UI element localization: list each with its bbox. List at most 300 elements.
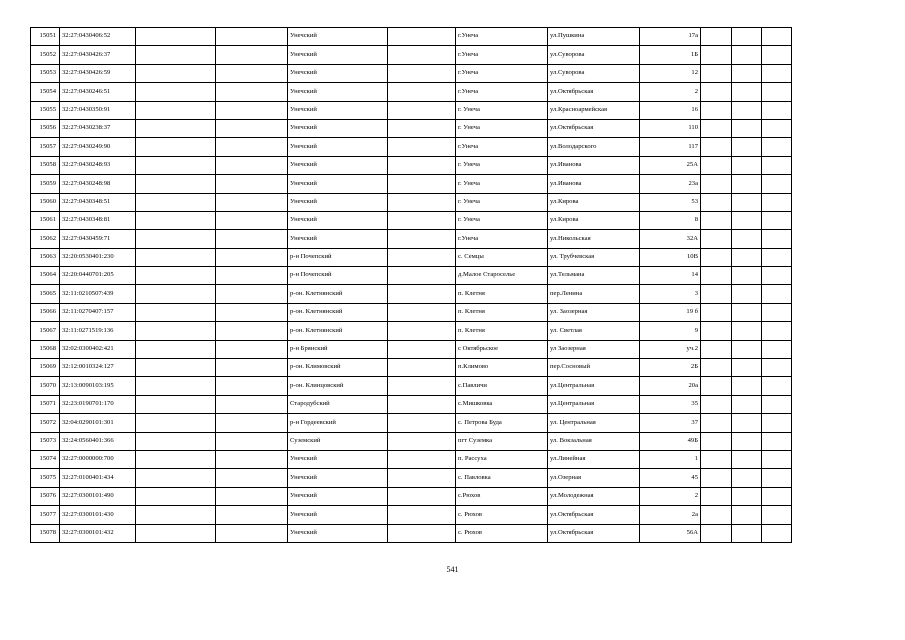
cell-blank-col-11 <box>732 450 762 468</box>
cell-district: Унечский <box>288 230 388 248</box>
cell-blank-col-11 <box>732 414 762 432</box>
cell-district: Унечский <box>288 175 388 193</box>
cell-house-number: 9 <box>640 322 701 340</box>
cell-house-number: 56А <box>640 524 701 542</box>
cell-blank-col-4 <box>216 175 288 193</box>
cell-blank-col-12 <box>762 64 792 82</box>
cell-row-number: 15063 <box>31 248 60 266</box>
cell-blank-col-6 <box>388 267 456 285</box>
cell-blank-col-12 <box>762 359 792 377</box>
cell-cadastral-number: 32:02:0300402:421 <box>60 340 136 358</box>
cell-blank-col-12 <box>762 267 792 285</box>
cell-blank-col-3 <box>136 28 216 46</box>
cell-house-number: 37 <box>640 414 701 432</box>
cell-row-number: 15057 <box>31 138 60 156</box>
table-row <box>31 101 792 119</box>
cell-house-number: 1Б <box>640 46 701 64</box>
cell-district: Унечский <box>288 487 388 505</box>
table-row <box>31 469 792 487</box>
table-row <box>31 524 792 542</box>
cell-blank-col-12 <box>762 138 792 156</box>
cell-cadastral-number: 32:20:0440701:205 <box>60 267 136 285</box>
cell-blank-col-10 <box>701 469 732 487</box>
table-row <box>31 175 792 193</box>
cell-cadastral-number: 32:11:0271519:136 <box>60 322 136 340</box>
cell-blank-col-4 <box>216 322 288 340</box>
cell-blank-col-3 <box>136 230 216 248</box>
cell-house-number: 25А <box>640 156 701 174</box>
table-row <box>31 156 792 174</box>
cell-blank-col-6 <box>388 377 456 395</box>
cell-settlement: с. Петрова Буда <box>456 414 548 432</box>
cell-row-number: 15056 <box>31 119 60 137</box>
cell-cadastral-number: 32:23:0190701:170 <box>60 395 136 413</box>
cell-settlement: п. Клетня <box>456 303 548 321</box>
cell-district: Унечский <box>288 64 388 82</box>
cell-cadastral-number: 32:27:0100401:434 <box>60 469 136 487</box>
cell-blank-col-11 <box>732 83 762 101</box>
cell-row-number: 15068 <box>31 340 60 358</box>
cell-street: пер.Ленина <box>548 285 640 303</box>
cell-blank-col-4 <box>216 193 288 211</box>
cell-house-number: уч.2 <box>640 340 701 358</box>
cell-district: р-он. Клетнянский <box>288 322 388 340</box>
cell-row-number: 15053 <box>31 64 60 82</box>
cell-blank-col-10 <box>701 322 732 340</box>
cell-street: ул.Октябрьская <box>548 506 640 524</box>
cell-blank-col-11 <box>732 487 762 505</box>
cell-blank-col-12 <box>762 469 792 487</box>
cell-district: Унечский <box>288 46 388 64</box>
cell-blank-col-12 <box>762 101 792 119</box>
table-row <box>31 83 792 101</box>
cell-settlement: пгт Суземка <box>456 432 548 450</box>
cell-street: ул. Трубчевская <box>548 248 640 266</box>
cell-blank-col-3 <box>136 285 216 303</box>
cell-blank-col-6 <box>388 524 456 542</box>
cell-row-number: 15051 <box>31 28 60 46</box>
cell-blank-col-4 <box>216 469 288 487</box>
cell-house-number: 3 <box>640 285 701 303</box>
cell-blank-col-11 <box>732 211 762 229</box>
cell-street: ул.Красноармейская <box>548 101 640 119</box>
cell-cadastral-number: 32:27:0300101:490 <box>60 487 136 505</box>
cell-house-number: 49Б <box>640 432 701 450</box>
cell-blank-col-6 <box>388 450 456 468</box>
cell-row-number: 15075 <box>31 469 60 487</box>
cell-blank-col-12 <box>762 303 792 321</box>
cell-street: ул.Октябрьская <box>548 119 640 137</box>
cell-street: ул Заозерная <box>548 340 640 358</box>
cell-blank-col-4 <box>216 156 288 174</box>
cell-row-number: 15065 <box>31 285 60 303</box>
cell-blank-col-12 <box>762 450 792 468</box>
cell-settlement: п. Клетня <box>456 285 548 303</box>
cell-blank-col-4 <box>216 524 288 542</box>
cell-house-number: 19 б <box>640 303 701 321</box>
cell-blank-col-11 <box>732 506 762 524</box>
cell-settlement: с.Мишковка <box>456 395 548 413</box>
cell-cadastral-number: 32:27:0430426:37 <box>60 46 136 64</box>
cell-blank-col-6 <box>388 322 456 340</box>
table-row <box>31 303 792 321</box>
cell-blank-col-3 <box>136 340 216 358</box>
cell-row-number: 15052 <box>31 46 60 64</box>
cell-blank-col-10 <box>701 506 732 524</box>
table-row <box>31 322 792 340</box>
cell-cadastral-number: 32:27:0430459:71 <box>60 230 136 248</box>
cell-street: ул.Тельмана <box>548 267 640 285</box>
cell-blank-col-6 <box>388 28 456 46</box>
cell-settlement: г. Унеча <box>456 119 548 137</box>
cell-cadastral-number: 32:27:0430348:81 <box>60 211 136 229</box>
cell-blank-col-10 <box>701 230 732 248</box>
cell-district: Унечский <box>288 83 388 101</box>
cell-street: ул.Линейная <box>548 450 640 468</box>
cell-district: р-н Почепский <box>288 248 388 266</box>
cell-district: р-он. Климовский <box>288 359 388 377</box>
cell-settlement: п.Климово <box>456 359 548 377</box>
cell-blank-col-4 <box>216 377 288 395</box>
cell-blank-col-12 <box>762 119 792 137</box>
cell-blank-col-11 <box>732 64 762 82</box>
table-row <box>31 395 792 413</box>
cell-blank-col-3 <box>136 395 216 413</box>
cell-blank-col-11 <box>732 230 762 248</box>
cell-blank-col-11 <box>732 101 762 119</box>
cell-blank-col-6 <box>388 46 456 64</box>
cell-row-number: 15058 <box>31 156 60 174</box>
cell-blank-col-11 <box>732 267 762 285</box>
table-row <box>31 193 792 211</box>
cell-house-number: 1 <box>640 450 701 468</box>
cell-street: ул.Никольская <box>548 230 640 248</box>
cell-blank-col-3 <box>136 450 216 468</box>
cell-blank-col-4 <box>216 432 288 450</box>
cell-blank-col-4 <box>216 267 288 285</box>
cell-settlement: с. Рюхов <box>456 524 548 542</box>
cell-blank-col-4 <box>216 359 288 377</box>
cell-blank-col-10 <box>701 395 732 413</box>
cell-blank-col-11 <box>732 377 762 395</box>
cell-blank-col-10 <box>701 193 732 211</box>
cell-blank-col-10 <box>701 524 732 542</box>
table-row <box>31 267 792 285</box>
cell-district: р-он. Клинцовский <box>288 377 388 395</box>
cell-cadastral-number: 32:27:0430406:52 <box>60 28 136 46</box>
cell-district: Унечский <box>288 211 388 229</box>
cell-district: р-н Брянский <box>288 340 388 358</box>
cell-district: Унечский <box>288 469 388 487</box>
cell-row-number: 15066 <box>31 303 60 321</box>
cell-blank-col-4 <box>216 83 288 101</box>
cell-blank-col-4 <box>216 101 288 119</box>
cell-street: ул.Центральная <box>548 395 640 413</box>
cell-house-number: 17а <box>640 28 701 46</box>
cell-row-number: 15071 <box>31 395 60 413</box>
cell-blank-col-6 <box>388 432 456 450</box>
cell-blank-col-4 <box>216 64 288 82</box>
table-row <box>31 340 792 358</box>
cell-blank-col-6 <box>388 64 456 82</box>
cell-street: ул.Октябрьская <box>548 524 640 542</box>
cell-blank-col-11 <box>732 119 762 137</box>
cell-blank-col-11 <box>732 432 762 450</box>
cell-blank-col-10 <box>701 432 732 450</box>
cell-blank-col-10 <box>701 28 732 46</box>
cell-house-number: 14 <box>640 267 701 285</box>
cell-settlement: с.Рюхов <box>456 487 548 505</box>
cell-blank-col-6 <box>388 469 456 487</box>
cell-district: Суземский <box>288 432 388 450</box>
table-row <box>31 46 792 64</box>
cell-house-number: 53 <box>640 193 701 211</box>
cell-settlement: с Октябрьское <box>456 340 548 358</box>
cell-blank-col-11 <box>732 193 762 211</box>
cell-settlement: г.Унеча <box>456 83 548 101</box>
cell-blank-col-10 <box>701 267 732 285</box>
cell-blank-col-6 <box>388 101 456 119</box>
cell-blank-col-3 <box>136 211 216 229</box>
cell-blank-col-4 <box>216 211 288 229</box>
cell-district: Унечский <box>288 156 388 174</box>
cell-district: Стародубский <box>288 395 388 413</box>
cell-settlement: г.Унеча <box>456 64 548 82</box>
cell-blank-col-3 <box>136 175 216 193</box>
cell-blank-col-6 <box>388 175 456 193</box>
cell-cadastral-number: 32:11:0210507:439 <box>60 285 136 303</box>
cell-blank-col-12 <box>762 83 792 101</box>
cell-blank-col-3 <box>136 322 216 340</box>
cell-row-number: 15070 <box>31 377 60 395</box>
cell-street: ул.Озерная <box>548 469 640 487</box>
cell-cadastral-number: 32:27:0430350:91 <box>60 101 136 119</box>
cell-blank-col-10 <box>701 211 732 229</box>
cell-blank-col-10 <box>701 359 732 377</box>
cell-district: р-он. Клетнянский <box>288 303 388 321</box>
cell-cadastral-number: 32:27:0430248:98 <box>60 175 136 193</box>
cell-blank-col-10 <box>701 377 732 395</box>
cell-blank-col-11 <box>732 340 762 358</box>
cell-blank-col-11 <box>732 322 762 340</box>
cell-row-number: 15072 <box>31 414 60 432</box>
cell-blank-col-6 <box>388 395 456 413</box>
table-row <box>31 487 792 505</box>
cell-blank-col-10 <box>701 340 732 358</box>
cell-blank-col-4 <box>216 395 288 413</box>
cell-blank-col-12 <box>762 193 792 211</box>
cell-settlement: г. Унеча <box>456 193 548 211</box>
cell-blank-col-12 <box>762 432 792 450</box>
cell-blank-col-4 <box>216 414 288 432</box>
cell-house-number: 12 <box>640 64 701 82</box>
cell-blank-col-11 <box>732 359 762 377</box>
table-row <box>31 450 792 468</box>
table-row <box>31 248 792 266</box>
table-row <box>31 64 792 82</box>
cell-blank-col-4 <box>216 303 288 321</box>
cell-blank-col-6 <box>388 211 456 229</box>
cell-settlement: г.Унеча <box>456 138 548 156</box>
cell-blank-col-4 <box>216 230 288 248</box>
cell-blank-col-3 <box>136 46 216 64</box>
cell-row-number: 15059 <box>31 175 60 193</box>
table-body <box>31 28 792 543</box>
cell-blank-col-10 <box>701 248 732 266</box>
cell-blank-col-3 <box>136 119 216 137</box>
cell-blank-col-12 <box>762 156 792 174</box>
cell-blank-col-6 <box>388 487 456 505</box>
cell-blank-col-4 <box>216 285 288 303</box>
cell-street: ул. Центральная <box>548 414 640 432</box>
cell-cadastral-number: 32:27:0300101:430 <box>60 506 136 524</box>
cell-row-number: 15055 <box>31 101 60 119</box>
cell-district: Унечский <box>288 506 388 524</box>
cell-cadastral-number: 32:27:0430238:37 <box>60 119 136 137</box>
cell-blank-col-3 <box>136 101 216 119</box>
cell-settlement: д.Малое Староселье <box>456 267 548 285</box>
table-row <box>31 285 792 303</box>
cell-blank-col-10 <box>701 285 732 303</box>
cell-blank-col-12 <box>762 230 792 248</box>
cell-district: Унечский <box>288 28 388 46</box>
cell-row-number: 15062 <box>31 230 60 248</box>
cell-house-number: 110 <box>640 119 701 137</box>
cell-blank-col-3 <box>136 83 216 101</box>
cell-blank-col-10 <box>701 450 732 468</box>
cell-row-number: 15073 <box>31 432 60 450</box>
cell-house-number: 2Б <box>640 359 701 377</box>
cell-blank-col-12 <box>762 414 792 432</box>
cell-district: Унечский <box>288 119 388 137</box>
cell-settlement: с. Рюхов <box>456 506 548 524</box>
cell-street: ул. Вокзальная <box>548 432 640 450</box>
cell-district: Унечский <box>288 193 388 211</box>
cell-blank-col-10 <box>701 138 732 156</box>
cell-blank-col-10 <box>701 101 732 119</box>
cell-settlement: г. Унеча <box>456 101 548 119</box>
table-row <box>31 506 792 524</box>
cell-row-number: 15076 <box>31 487 60 505</box>
cell-blank-col-6 <box>388 193 456 211</box>
cell-blank-col-4 <box>216 138 288 156</box>
cell-cadastral-number: 32:27:0430246:51 <box>60 83 136 101</box>
cell-cadastral-number: 32:24:0560401:366 <box>60 432 136 450</box>
cell-blank-col-11 <box>732 248 762 266</box>
cell-blank-col-6 <box>388 119 456 137</box>
cell-blank-col-12 <box>762 395 792 413</box>
cell-settlement: г.Унеча <box>456 28 548 46</box>
cell-blank-col-11 <box>732 285 762 303</box>
cell-settlement: п. Рассуха <box>456 450 548 468</box>
cell-cadastral-number: 32:27:0430248:93 <box>60 156 136 174</box>
cell-cadastral-number: 32:04:0290101:301 <box>60 414 136 432</box>
cell-blank-col-3 <box>136 506 216 524</box>
cell-house-number: 117 <box>640 138 701 156</box>
cell-row-number: 15069 <box>31 359 60 377</box>
cell-blank-col-10 <box>701 175 732 193</box>
cell-blank-col-4 <box>216 340 288 358</box>
cell-blank-col-4 <box>216 506 288 524</box>
cell-blank-col-3 <box>136 469 216 487</box>
cell-blank-col-6 <box>388 156 456 174</box>
cell-blank-col-12 <box>762 506 792 524</box>
cell-house-number: 10В <box>640 248 701 266</box>
cell-blank-col-10 <box>701 156 732 174</box>
cell-street: пер.Сосновый <box>548 359 640 377</box>
cell-blank-col-3 <box>136 359 216 377</box>
table-row <box>31 138 792 156</box>
cell-settlement: с.Павличи <box>456 377 548 395</box>
cell-cadastral-number: 32:12:0010324:127 <box>60 359 136 377</box>
cell-row-number: 15060 <box>31 193 60 211</box>
cell-blank-col-3 <box>136 524 216 542</box>
cell-blank-col-6 <box>388 285 456 303</box>
cell-street: ул.Кирова <box>548 211 640 229</box>
cell-blank-col-10 <box>701 303 732 321</box>
cell-blank-col-3 <box>136 267 216 285</box>
table-row <box>31 377 792 395</box>
page-number: 541 <box>446 565 459 574</box>
table-row <box>31 414 792 432</box>
cell-street: ул.Суворова <box>548 46 640 64</box>
cell-blank-col-12 <box>762 248 792 266</box>
cell-blank-col-11 <box>732 156 762 174</box>
cell-blank-col-10 <box>701 46 732 64</box>
cell-blank-col-4 <box>216 119 288 137</box>
cell-house-number: 45 <box>640 469 701 487</box>
cell-settlement: г. Унеча <box>456 211 548 229</box>
cell-blank-col-12 <box>762 524 792 542</box>
cell-cadastral-number: 32:20:0530401:230 <box>60 248 136 266</box>
cell-blank-col-6 <box>388 138 456 156</box>
cell-blank-col-6 <box>388 359 456 377</box>
cell-settlement: г. Унеча <box>456 175 548 193</box>
cell-district: Унечский <box>288 450 388 468</box>
records-table <box>30 27 792 543</box>
cell-settlement: г.Унеча <box>456 230 548 248</box>
cell-blank-col-12 <box>762 175 792 193</box>
cell-street: ул.Октябрьская <box>548 83 640 101</box>
cell-blank-col-10 <box>701 414 732 432</box>
cell-blank-col-11 <box>732 395 762 413</box>
cell-blank-col-11 <box>732 138 762 156</box>
cell-house-number: 2а <box>640 506 701 524</box>
cell-blank-col-12 <box>762 322 792 340</box>
cell-district: р-н Гордеевский <box>288 414 388 432</box>
cell-blank-col-11 <box>732 469 762 487</box>
cell-row-number: 15064 <box>31 267 60 285</box>
cell-blank-col-11 <box>732 46 762 64</box>
cell-cadastral-number: 32:27:0300101:432 <box>60 524 136 542</box>
cell-blank-col-10 <box>701 119 732 137</box>
cell-row-number: 15061 <box>31 211 60 229</box>
cell-settlement: г.Унеча <box>456 46 548 64</box>
cell-district: Унечский <box>288 524 388 542</box>
cell-blank-col-6 <box>388 248 456 266</box>
cell-blank-col-6 <box>388 506 456 524</box>
cell-house-number: 20а <box>640 377 701 395</box>
cell-blank-col-12 <box>762 28 792 46</box>
cell-cadastral-number: 32:27:0000000:700 <box>60 450 136 468</box>
table-row <box>31 211 792 229</box>
cell-row-number: 15078 <box>31 524 60 542</box>
cell-cadastral-number: 32:27:0430426:59 <box>60 64 136 82</box>
cell-blank-col-3 <box>136 156 216 174</box>
cell-street: ул.Молодежная <box>548 487 640 505</box>
cell-house-number: 2 <box>640 83 701 101</box>
cell-cadastral-number: 32:27:0430348:51 <box>60 193 136 211</box>
